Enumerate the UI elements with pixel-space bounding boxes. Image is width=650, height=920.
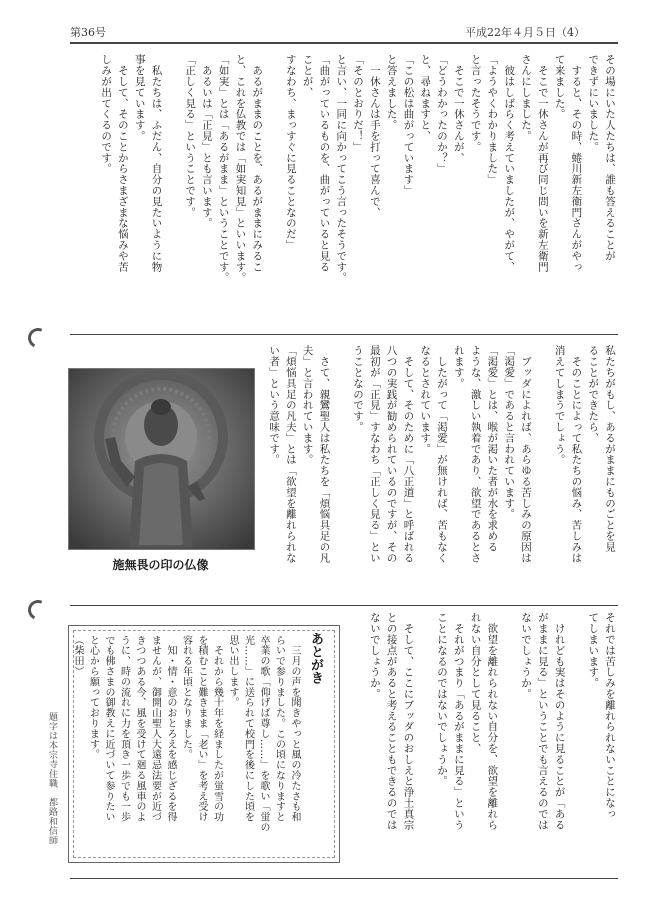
photo-caption: 施無畏の印の仏像: [112, 558, 209, 572]
top-section-text: その場にいた人たちは、誰も答えることが できずにいました。 すると、その時、蜷川新左衛門さんがやっ て来ました。 そこで一休さんが再び同じ問いを新左衛門 さんにしました。 彼はしばらく考えていましたが、やがて、 「ようやくわかりました」 と言ったそうです。 そこで一休さんが、 「どうわかったのか？」 と、尋ねますと、 「この松は曲がっています」 と答えました。 一休さんは手を打って喜んで、 「そのとおりだ！」 と言い、一同に向かってこう言ったそうです。 「曲がっているものを、曲がっていると見る ことが、 すなわち、まっすぐに見ることなのだ」 あるがままのことを、あるがままにみるこ と、これを仏教では「如実知見」といいます。 「如実」とは「あるがまま」ということです。 あるいは「正見」とも言います。 「正しく見る」ということです。 私たちは、ふだん、自分の見たいように物 事を見ています。 そして、そのことからさまざまな悩みや苦 しみが出てくるのです。: [100, 54, 616, 283]
punch-hole-mark: [25, 597, 51, 623]
footer-rule: [70, 878, 618, 879]
buddha-statue-image: [69, 369, 254, 549]
buddha-statue-photo: [68, 368, 255, 550]
issue-date-page: 平成22年４月５日（4）: [465, 26, 585, 39]
title-calligraphy-credit: 題字は本宗寺住職 都路和信師: [47, 712, 57, 845]
punch-hole-mark: [25, 325, 51, 351]
bottom-section-text: それでは苦しみを離れられないことになっ てしまいます。 けれども実はそのように見ることが「ある がままに見る」ということでも言えるのでは ないでしょうか。 欲望を離れられない自分を、欲望を離れら れない自分として見ること、 それがつまり「あるがままに見る」という ことになるのではないでしょうか。 そして、ここにブッダのおしえと浄土真宗 との接点があると考えることもできるのでは ないでしょうか。: [368, 612, 616, 830]
issue-number: 第36号: [70, 26, 106, 39]
middle-section-text: 私たちがもし、あるがままにものごとを見 ることができたら、 そのことによって私たちの悩み、苦しみは 消えてしまうでしょう。 ブッダによれば、あらゆる苦しみの原因は 「渇愛」であると言われています。 「渇愛」とは、喉が渇いた者が水を求める ような、激しい執着であり、欲望であるとさ れます。 したがって「渇愛」が無ければ、苦もなく なるとされています。 そして、そのために「八正道」と呼ばれる 八つの実践が勧められているのですが、その 最初が「正見」すなわち「正しく見る」とい うことなのです。 さて、親鸞聖人は私たちを「煩悩具足の凡 夫」と言われています。 「煩悩具足の凡夫」とは「欲望を離れられな い者」という意味です。: [268, 345, 616, 563]
section-divider-2: [70, 605, 618, 606]
header-rule: [70, 42, 618, 44]
atogaki-text: 三月の声を聞きやっと風の冷たさも和 らいで参りました。この頃になりますと 卒業の歌「仰げば尊し……」を歌い「蛍の 光……」に送られて校門を後にした頃を 思い出します。 それから幾十年を経ましたが蛍雪の功 を積むこと難きまま「老い」を考え受け 容れる年頃となりました。 知・情・意のおとろえを感じざるを得 ませんが、御開山聖人大遠忌法要が近づ きつつある今、風を受けて廻る風車のよ うに、時の流れに力を頂き一歩でも一歩 でも佛さまの御教えに近づいて参りたい と心から願っております。 （柴田）: [72, 635, 300, 833]
atogaki-title: あとがき: [308, 632, 323, 684]
section-divider-1: [70, 334, 618, 335]
